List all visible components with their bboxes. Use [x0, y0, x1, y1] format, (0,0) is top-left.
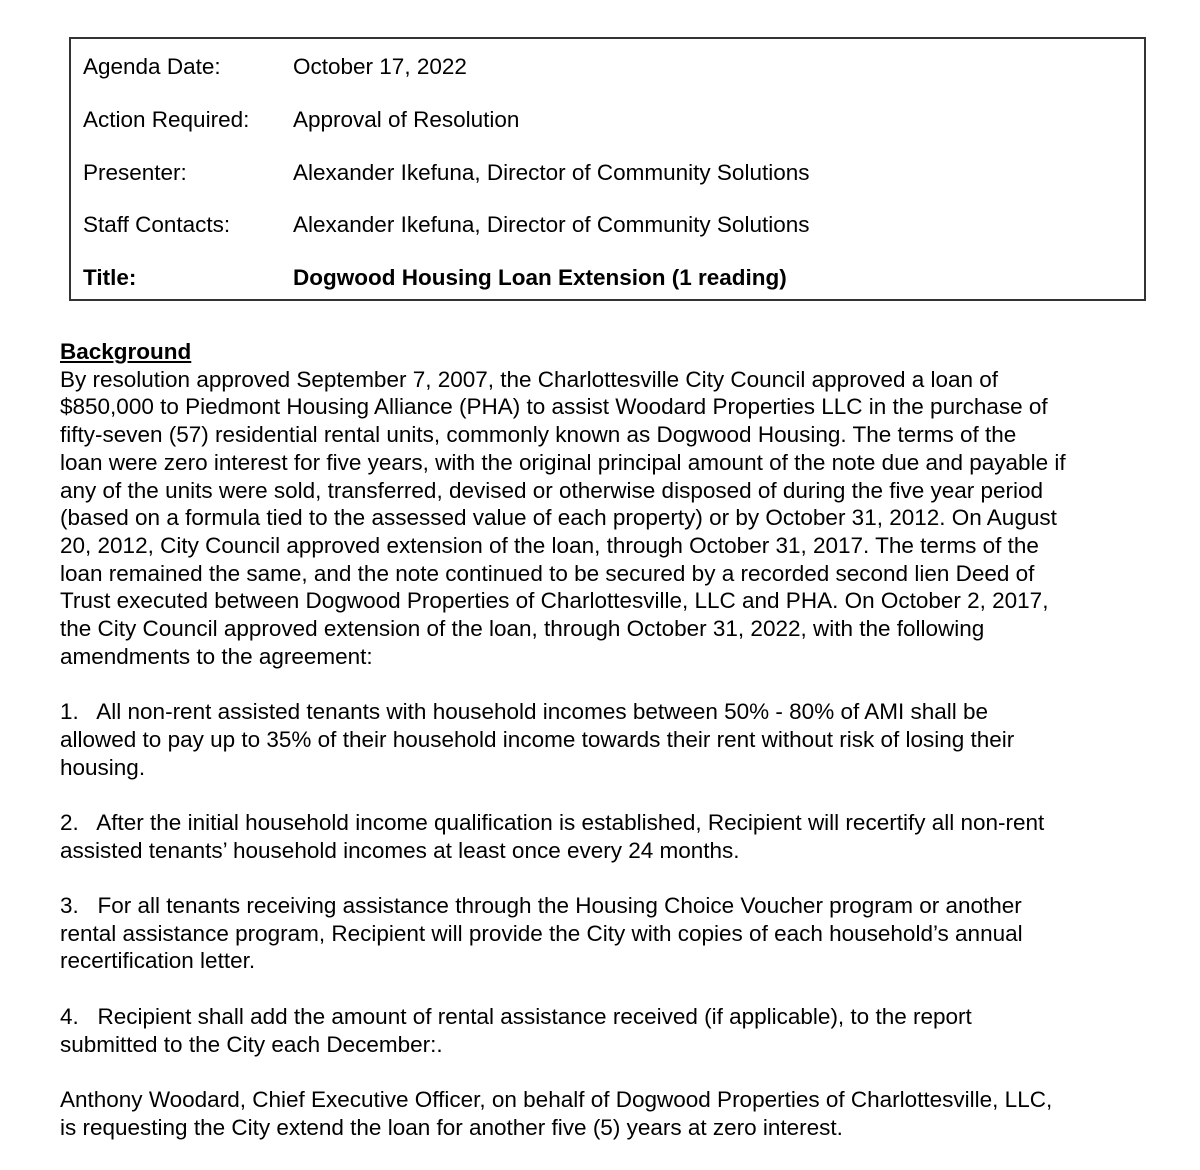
action-required-value: Approval of Resolution: [293, 107, 520, 132]
item-line: 4. Recipient shall add the amount of rental assistance received (if applicable), to the report: [60, 1003, 972, 1029]
paragraph-line: loan were zero interest for five years, with the original principal amount of the note due and payable if: [60, 449, 1066, 475]
amendment-item-1: [60, 698, 1160, 781]
title-label: Title:: [83, 265, 137, 290]
paragraph-line: (based on a formula tied to the assessed value of each property) or by October 31, 2012. On August: [60, 505, 1057, 531]
paragraph-line: loan remained the same, and the note continued to be secured by a recorded second lien Deed of: [60, 560, 1035, 586]
paragraph-line: is requesting the City extend the loan for another five (5) years at zero interest.: [60, 1114, 843, 1140]
amendment-item-3: [60, 892, 1160, 975]
closing-paragraph: [60, 1086, 1160, 1141]
title-value: Dogwood Housing Loan Extension (1 reading): [293, 265, 787, 290]
background-paragraph: [60, 366, 1160, 671]
item-line: assisted tenants’ household incomes at least once every 24 months.: [60, 837, 740, 863]
staff-contacts-value: Alexander Ikefuna, Director of Community Solutions: [293, 212, 810, 237]
agenda-date-value: October 17, 2022: [293, 54, 467, 79]
background-heading: Background: [60, 339, 192, 364]
presenter-label: Presenter:: [83, 160, 187, 185]
staff-contacts-label: Staff Contacts:: [83, 212, 231, 237]
amendment-item-4: [60, 1003, 1160, 1058]
paragraph-line: any of the units were sold, transferred, devised or otherwise disposed of during the five year period: [60, 477, 1044, 503]
action-required-label: Action Required:: [83, 107, 250, 132]
paragraph-line: By resolution approved September 7, 2007, the Charlottesville City Council approved a loan of: [60, 366, 999, 392]
item-line: housing.: [60, 754, 146, 780]
document-body: [60, 338, 1160, 1141]
paragraph-line: the City Council approved extension of the loan, through October 31, 2022, with the following: [60, 616, 985, 642]
item-line: 3. For all tenants receiving assistance through the Housing Choice Voucher program or another: [60, 893, 1022, 919]
item-line: 1. All non-rent assisted tenants with household incomes between 50% - 80% of AMI shall be: [60, 699, 989, 725]
item-line: submitted to the City each December:.: [60, 1031, 443, 1057]
amendment-item-2: [60, 809, 1160, 864]
item-line: rental assistance program, Recipient will provide the City with copies of each household’s annual: [60, 920, 1023, 946]
paragraph-line: Trust executed between Dogwood Properties of Charlottesville, LLC and PHA. On October 2, 2017,: [60, 588, 1049, 614]
presenter-value: Alexander Ikefuna, Director of Community Solutions: [293, 160, 810, 185]
paragraph-line: $850,000 to Piedmont Housing Alliance (PHA) to assist Woodard Properties LLC in the purchase of: [60, 394, 1048, 420]
item-line: recertification letter.: [60, 948, 256, 974]
paragraph-line: fifty-seven (57) residential rental units, commonly known as Dogwood Housing. The terms of the: [60, 422, 1017, 448]
item-line: 2. After the initial household income qualification is established, Recipient will recertify all non-rent: [60, 809, 1045, 835]
paragraph-line: amendments to the agreement:: [60, 643, 373, 669]
item-line: allowed to pay up to 35% of their household income towards their rent without risk of losing their: [60, 726, 1015, 752]
paragraph-line: 20, 2012, City Council approved extension of the loan, through October 31, 2017. The terms of the: [60, 532, 1039, 558]
agenda-header-box: [69, 37, 1146, 301]
agenda-date-label: Agenda Date:: [83, 54, 221, 79]
paragraph-line: Anthony Woodard, Chief Executive Officer, on behalf of Dogwood Properties of Charlottesville, LLC,: [60, 1086, 1053, 1112]
